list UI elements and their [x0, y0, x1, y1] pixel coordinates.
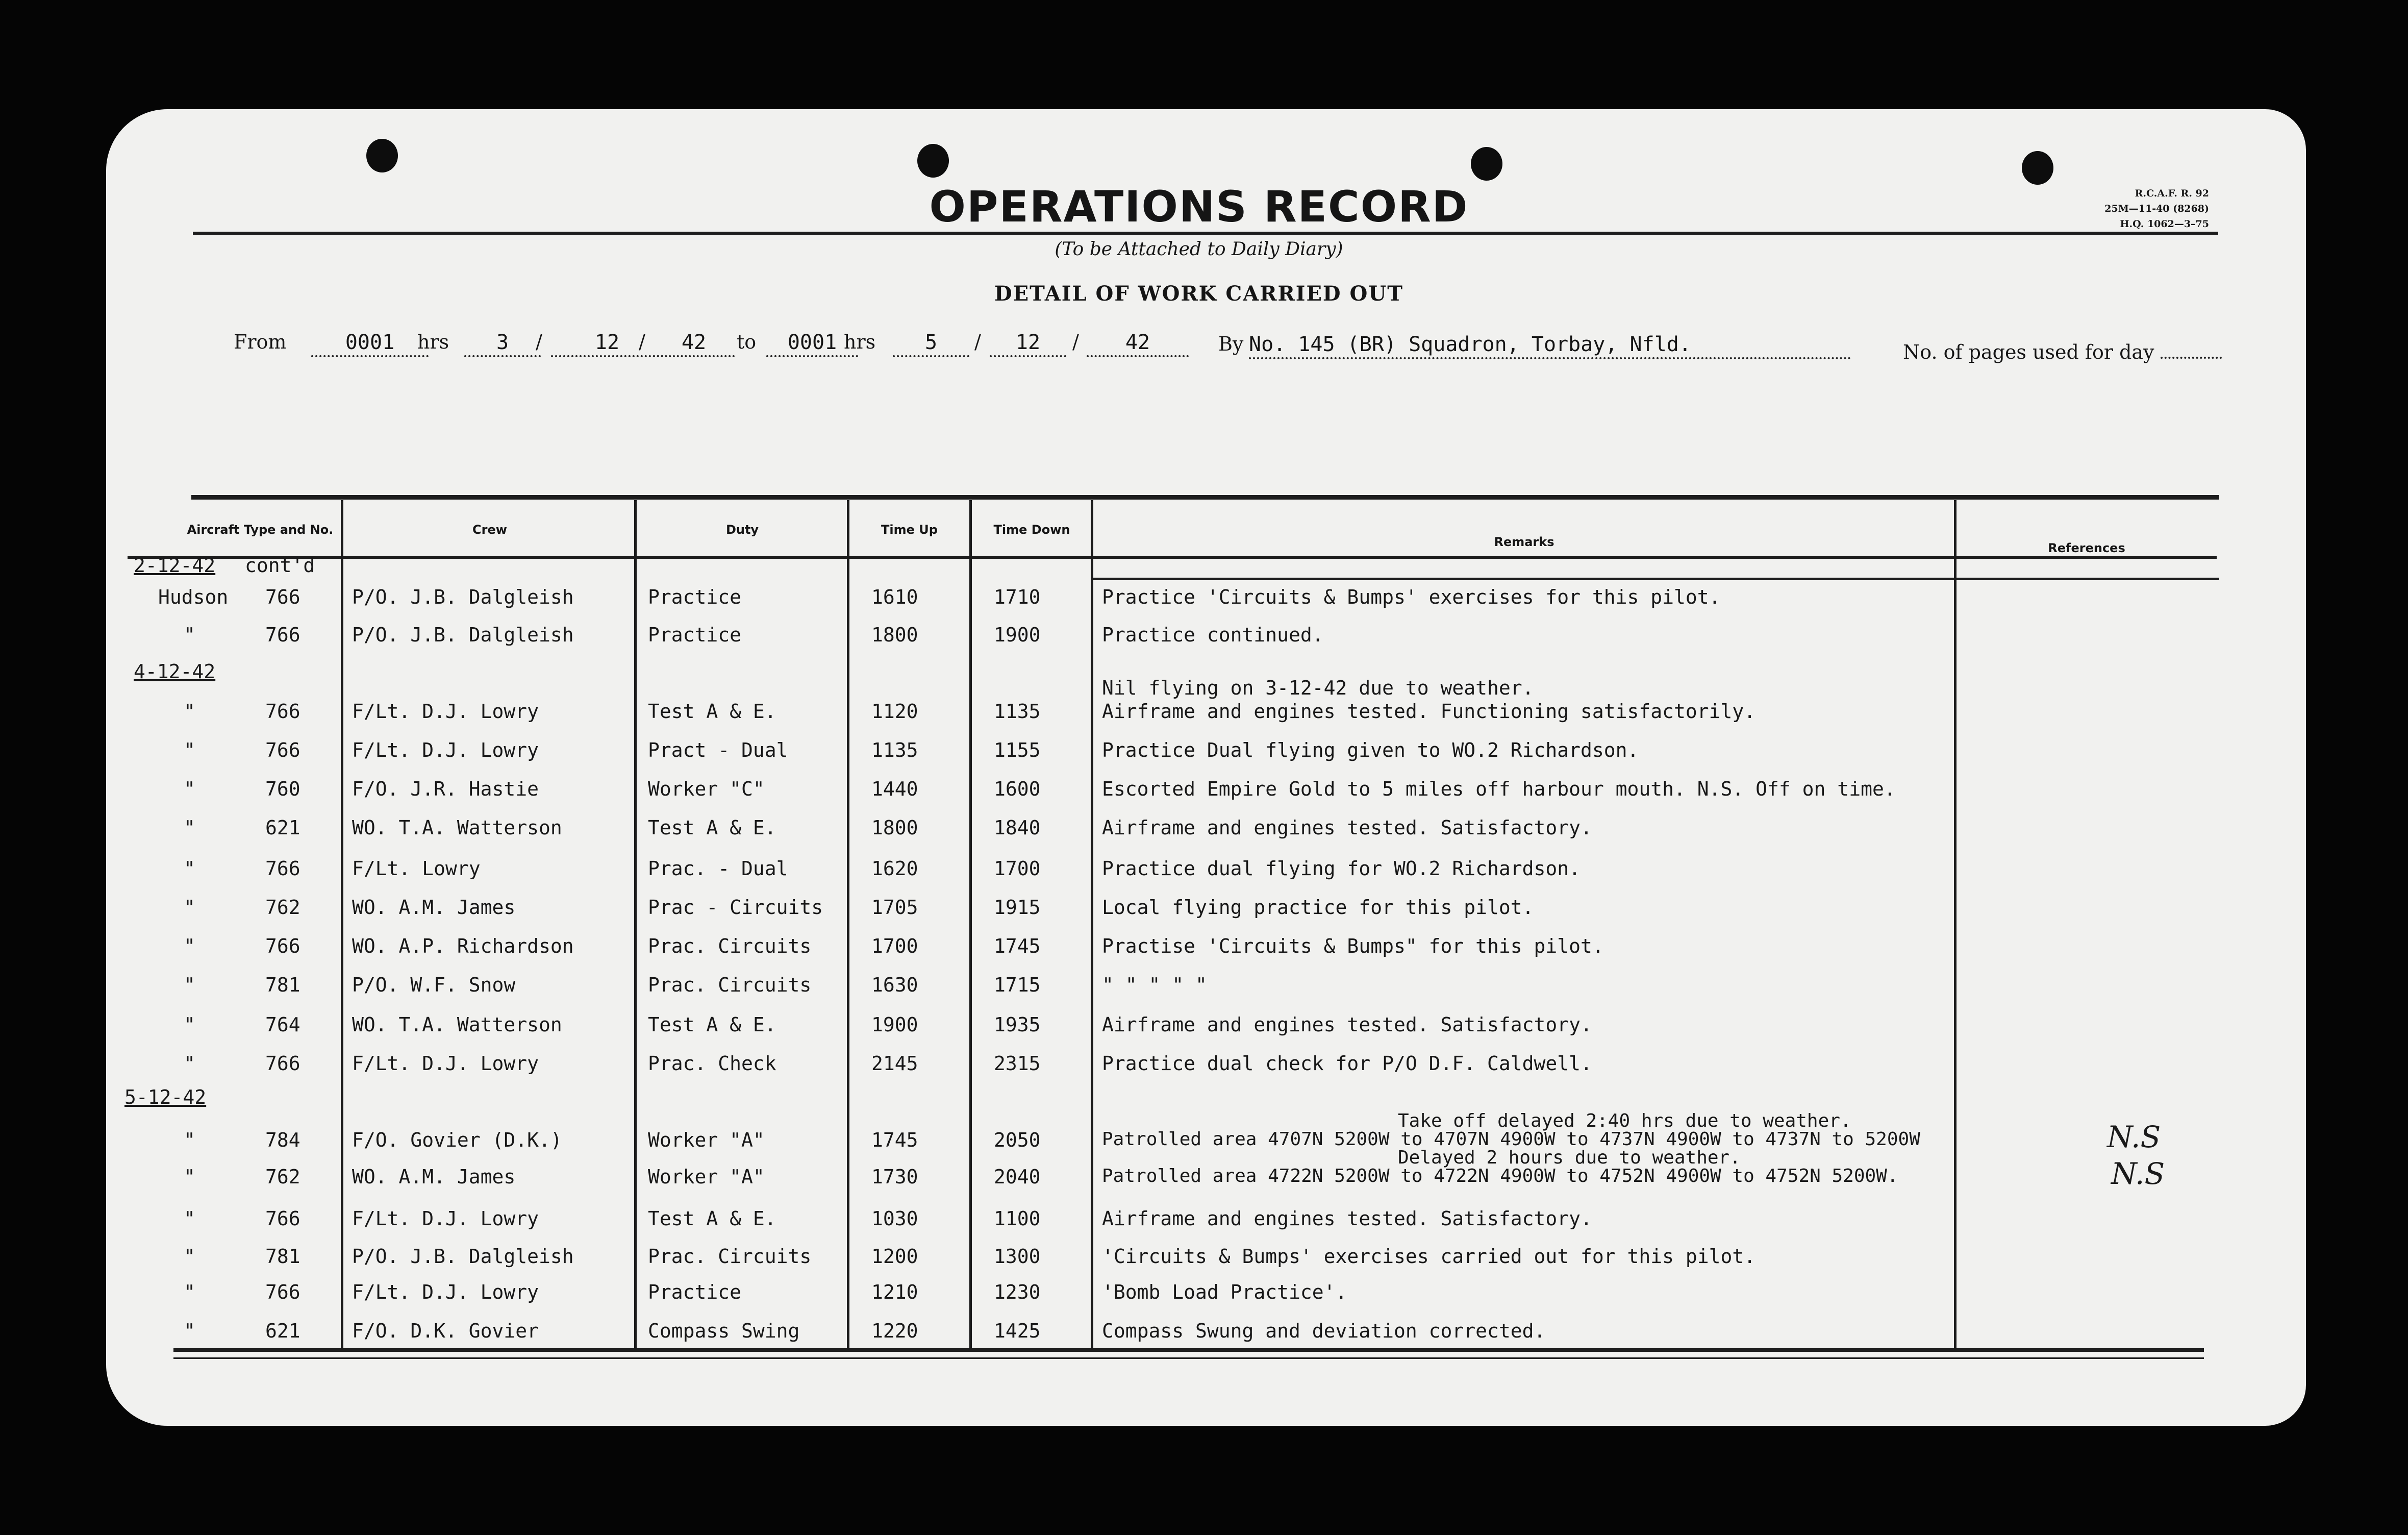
hrs-label: hrs: [417, 331, 449, 353]
table-bottom-rule: [173, 1357, 2204, 1359]
aircraft-type: ": [184, 1129, 195, 1151]
aircraft-no: 781: [265, 1245, 300, 1268]
duty-cell: Pract - Dual: [648, 739, 788, 761]
time-down-cell: 2040: [994, 1166, 1041, 1188]
time-down-cell: 1935: [994, 1013, 1041, 1036]
to-label: to: [737, 331, 757, 353]
crew-cell: WO. T.A. Watterson: [352, 816, 562, 839]
header-duty: Duty: [725, 523, 759, 537]
duty-cell: Test A & E.: [648, 700, 776, 723]
crew-cell: F/O. D.K. Govier: [352, 1320, 539, 1342]
aircraft-no: 766: [265, 935, 300, 957]
time-down-cell: 1900: [994, 624, 1041, 646]
time-up-cell: 1220: [871, 1320, 918, 1342]
from-year: 42: [653, 331, 735, 357]
aircraft-type: ": [184, 1166, 195, 1188]
page-subtitle: (To be Attached to Daily Diary): [1055, 239, 1343, 260]
aircraft-no: 766: [265, 1281, 300, 1303]
duty-cell: Prac. - Dual: [648, 857, 788, 880]
remarks-cell: Airframe and engines tested. Satisfactory.: [1102, 816, 1592, 839]
duty-cell: Prac. Check: [648, 1052, 776, 1075]
remarks-cell: 'Circuits & Bumps' exercises carried out for this pilot.: [1102, 1245, 1756, 1268]
remarks-cell: Local flying practice for this pilot.: [1102, 896, 1534, 919]
crew-cell: F/Lt. D.J. Lowry: [352, 739, 539, 761]
aircraft-no: 766: [265, 586, 300, 608]
time-up-cell: 1730: [871, 1166, 918, 1188]
duty-cell: Compass Swing: [648, 1320, 800, 1342]
crew-cell: F/O. J.R. Hastie: [352, 778, 539, 800]
column-divider: [969, 500, 972, 1350]
remarks-cell: Airframe and engines tested. Functioning satisfactorily.: [1102, 700, 1756, 723]
crew-cell: P/O. J.B. Dalgleish: [352, 586, 574, 608]
punch-hole: [366, 139, 398, 172]
time-up-cell: 1700: [871, 935, 918, 957]
crew-cell: F/Lt. D.J. Lowry: [352, 1207, 539, 1230]
duty-cell: Prac. Circuits: [648, 1245, 812, 1268]
header-time-up: Time Up: [881, 523, 938, 537]
aircraft-type: ": [184, 778, 195, 800]
crew-cell: F/Lt. Lowry: [352, 857, 481, 880]
from-day: 3: [464, 331, 541, 357]
aircraft-no: 762: [265, 1166, 300, 1188]
aircraft-no: 760: [265, 778, 300, 800]
aircraft-no: 766: [265, 624, 300, 646]
form-code: [1974, 186, 2209, 232]
duty-cell: Prac - Circuits: [648, 896, 823, 919]
aircraft-no: 766: [265, 1052, 300, 1075]
remarks-note: Take off delayed 2:40 hrs due to weather.: [1398, 1110, 1851, 1131]
aircraft-no: 781: [265, 974, 300, 996]
crew-cell: F/Lt. D.J. Lowry: [352, 700, 539, 723]
crew-cell: F/O. Govier (D.K.): [352, 1129, 562, 1151]
aircraft-type: ": [184, 624, 195, 646]
duty-cell: Worker "A": [648, 1166, 765, 1188]
form-code-line: H.Q. 1062—3–75: [2120, 218, 2209, 230]
hrs-label: hrs: [844, 331, 876, 353]
remarks-cell: " " " " ": [1102, 974, 1207, 996]
duty-cell: Practice: [648, 624, 742, 646]
punch-hole: [1471, 147, 1502, 181]
aircraft-type: Hudson: [158, 586, 229, 608]
header-bottom-rule: [128, 556, 2217, 559]
time-up-cell: 1610: [871, 586, 918, 608]
period-line: From 0001 hrs 3 / 12 / 42 to 0001 hrs 5 / 12 / 42 By No. 145 (BR) Squadron, Torbay, Nfld.: [128, 331, 2219, 372]
remarks-cell: Nil flying on 3-12-42 due to weather.: [1102, 677, 1534, 699]
time-down-cell: 1300: [994, 1245, 1041, 1268]
header-aircraft: Aircraft Type and No.: [187, 523, 334, 537]
aircraft-type: ": [184, 1013, 195, 1036]
time-up-cell: 1120: [871, 700, 918, 723]
column-divider: [1091, 500, 1093, 1350]
aircraft-type: ": [184, 935, 195, 957]
punch-hole: [917, 144, 949, 178]
time-up-cell: 1745: [871, 1129, 918, 1151]
time-up-cell: 1135: [871, 739, 918, 761]
page-title: OPERATIONS RECORD: [929, 182, 1469, 232]
duty-cell: Test A & E.: [648, 1207, 776, 1230]
time-down-cell: 1715: [994, 974, 1041, 996]
column-divider: [341, 500, 343, 1350]
form-code-line: 25M—11-40 (8268): [2104, 203, 2209, 214]
remarks-cell: Practise 'Circuits & Bumps" for this pilot.: [1102, 935, 1604, 957]
crew-cell: F/Lt. D.J. Lowry: [352, 1281, 539, 1303]
squadron-unit: No. 145 (BR) Squadron, Torbay, Nfld.: [1249, 333, 1851, 359]
aircraft-type: ": [184, 739, 195, 761]
from-label: From: [234, 331, 287, 353]
crew-cell: WO. A.P. Richardson: [352, 935, 574, 957]
crew-cell: WO. A.M. James: [352, 896, 516, 919]
aircraft-type: ": [184, 1320, 195, 1342]
remarks-cell: Patrolled area 4707N 5200W to 4707N 4900W to 4737N 4900W to 4737N to 5200W: [1102, 1129, 1920, 1150]
remarks-cell: Practice continued.: [1102, 624, 1324, 646]
crew-cell: WO. T.A. Watterson: [352, 1013, 562, 1036]
time-down-cell: 1155: [994, 739, 1041, 761]
header-crew: Crew: [472, 523, 507, 537]
time-down-cell: 1230: [994, 1281, 1041, 1303]
header-remarks: Remarks: [1494, 535, 1554, 549]
time-up-cell: 1030: [871, 1207, 918, 1230]
duty-cell: Worker "C": [648, 778, 765, 800]
time-up-cell: 2145: [871, 1052, 918, 1075]
form-code-line: R.C.A.F. R. 92: [2135, 188, 2209, 199]
aircraft-type: ": [184, 896, 195, 919]
time-down-cell: 1700: [994, 857, 1041, 880]
duty-cell: Practice: [648, 586, 742, 608]
remarks-cell: 'Bomb Load Practice'.: [1102, 1281, 1347, 1303]
aircraft-type: ": [184, 974, 195, 996]
time-up-cell: 1210: [871, 1281, 918, 1303]
time-up-cell: 1630: [871, 974, 918, 996]
section-date: 2-12-42: [134, 554, 216, 577]
aircraft-type: ": [184, 816, 195, 839]
reference-mark: N.S: [2107, 1120, 2161, 1154]
remarks-cell: Airframe and engines tested. Satisfactory.: [1102, 1013, 1592, 1036]
top-rule: [193, 232, 2218, 235]
aircraft-type: ": [184, 857, 195, 880]
section-date: 4-12-42: [134, 660, 216, 683]
column-divider: [847, 500, 849, 1350]
aircraft-no: 766: [265, 700, 300, 723]
time-up-cell: 1800: [871, 816, 918, 839]
column-divider: [634, 500, 637, 1350]
pages-used: [1903, 341, 2222, 363]
remarks-cell: Practice 'Circuits & Bumps' exercises for this pilot.: [1102, 586, 1721, 608]
section-date-suffix: cont'd: [245, 554, 315, 577]
header-references: References: [2048, 541, 2125, 555]
time-down-cell: 1135: [994, 700, 1041, 723]
aircraft-type: ": [184, 1281, 195, 1303]
time-up-cell: 1440: [871, 778, 918, 800]
to-year: 42: [1087, 331, 1189, 357]
aircraft-no: 764: [265, 1013, 300, 1036]
time-up-cell: 1620: [871, 857, 918, 880]
aircraft-no: 621: [265, 816, 300, 839]
to-time: 0001: [766, 331, 858, 357]
aircraft-no: 766: [265, 739, 300, 761]
time-down-cell: 1745: [994, 935, 1041, 957]
time-up-cell: 1705: [871, 896, 918, 919]
remarks-cell: Escorted Empire Gold to 5 miles off harbour mouth. N.S. Off on time.: [1102, 778, 1896, 800]
reference-mark: N.S: [2111, 1156, 2165, 1191]
time-down-cell: 1100: [994, 1207, 1041, 1230]
duty-cell: Worker "A": [648, 1129, 765, 1151]
crew-cell: P/O. J.B. Dalgleish: [352, 624, 574, 646]
aircraft-type: ": [184, 700, 195, 723]
time-down-cell: 1840: [994, 816, 1041, 839]
table-top-rule: [191, 495, 2219, 500]
aircraft-no: 766: [265, 1207, 300, 1230]
remarks-note: Delayed 2 hours due to weather.: [1398, 1147, 1741, 1168]
remarks-cell: Compass Swung and deviation corrected.: [1102, 1320, 1546, 1342]
section-date: 5-12-42: [124, 1086, 207, 1108]
to-day: 5: [893, 331, 969, 357]
aircraft-no: 621: [265, 1320, 300, 1342]
time-down-cell: 2050: [994, 1129, 1041, 1151]
remarks-cell: Patrolled area 4722N 5200W to 4722N 4900W to 4752N 4900W to 4752N 5200W.: [1102, 1166, 1898, 1186]
aircraft-type: ": [184, 1052, 195, 1075]
remarks-cell: Practice dual flying for WO.2 Richardson.: [1102, 857, 1581, 880]
time-down-cell: 1915: [994, 896, 1041, 919]
remarks-cell: Practice Dual flying given to WO.2 Richardson.: [1102, 739, 1639, 761]
duty-cell: Prac. Circuits: [648, 974, 812, 996]
duty-cell: Test A & E.: [648, 816, 776, 839]
aircraft-type: ": [184, 1245, 195, 1268]
duty-cell: Prac. Circuits: [648, 935, 812, 957]
by-label: By: [1218, 333, 1244, 355]
aircraft-no: 766: [265, 857, 300, 880]
header-time-down: Time Down: [993, 523, 1070, 537]
duty-cell: Test A & E.: [648, 1013, 776, 1036]
time-down-cell: 2315: [994, 1052, 1041, 1075]
aircraft-no: 784: [265, 1129, 300, 1151]
remarks-cell: Practice dual check for P/O D.F. Caldwell.: [1102, 1052, 1592, 1075]
time-down-cell: 1425: [994, 1320, 1041, 1342]
time-down-cell: 1710: [994, 586, 1041, 608]
time-down-cell: 1600: [994, 778, 1041, 800]
crew-cell: WO. A.M. James: [352, 1166, 516, 1188]
table-bottom-rule: [173, 1348, 2204, 1352]
from-time: 0001: [311, 331, 429, 357]
column-divider: [1954, 500, 1956, 1350]
time-up-cell: 1200: [871, 1245, 918, 1268]
remarks-cell: Airframe and engines tested. Satisfactory.: [1102, 1207, 1592, 1230]
duty-cell: Practice: [648, 1281, 742, 1303]
pages-label: No. of pages used for day: [1903, 341, 2154, 363]
punch-hole: [2022, 151, 2053, 185]
crew-cell: P/O. J.B. Dalgleish: [352, 1245, 574, 1268]
time-up-cell: 1900: [871, 1013, 918, 1036]
time-up-cell: 1800: [871, 624, 918, 646]
aircraft-type: ": [184, 1207, 195, 1230]
aircraft-no: 762: [265, 896, 300, 919]
to-month: 12: [990, 331, 1066, 357]
crew-cell: F/Lt. D.J. Lowry: [352, 1052, 539, 1075]
remarks-header-rule: [1092, 578, 2219, 580]
crew-cell: P/O. W.F. Snow: [352, 974, 516, 996]
detail-heading: DETAIL OF WORK CARRIED OUT: [994, 282, 1404, 306]
from-month: 12: [551, 331, 663, 357]
